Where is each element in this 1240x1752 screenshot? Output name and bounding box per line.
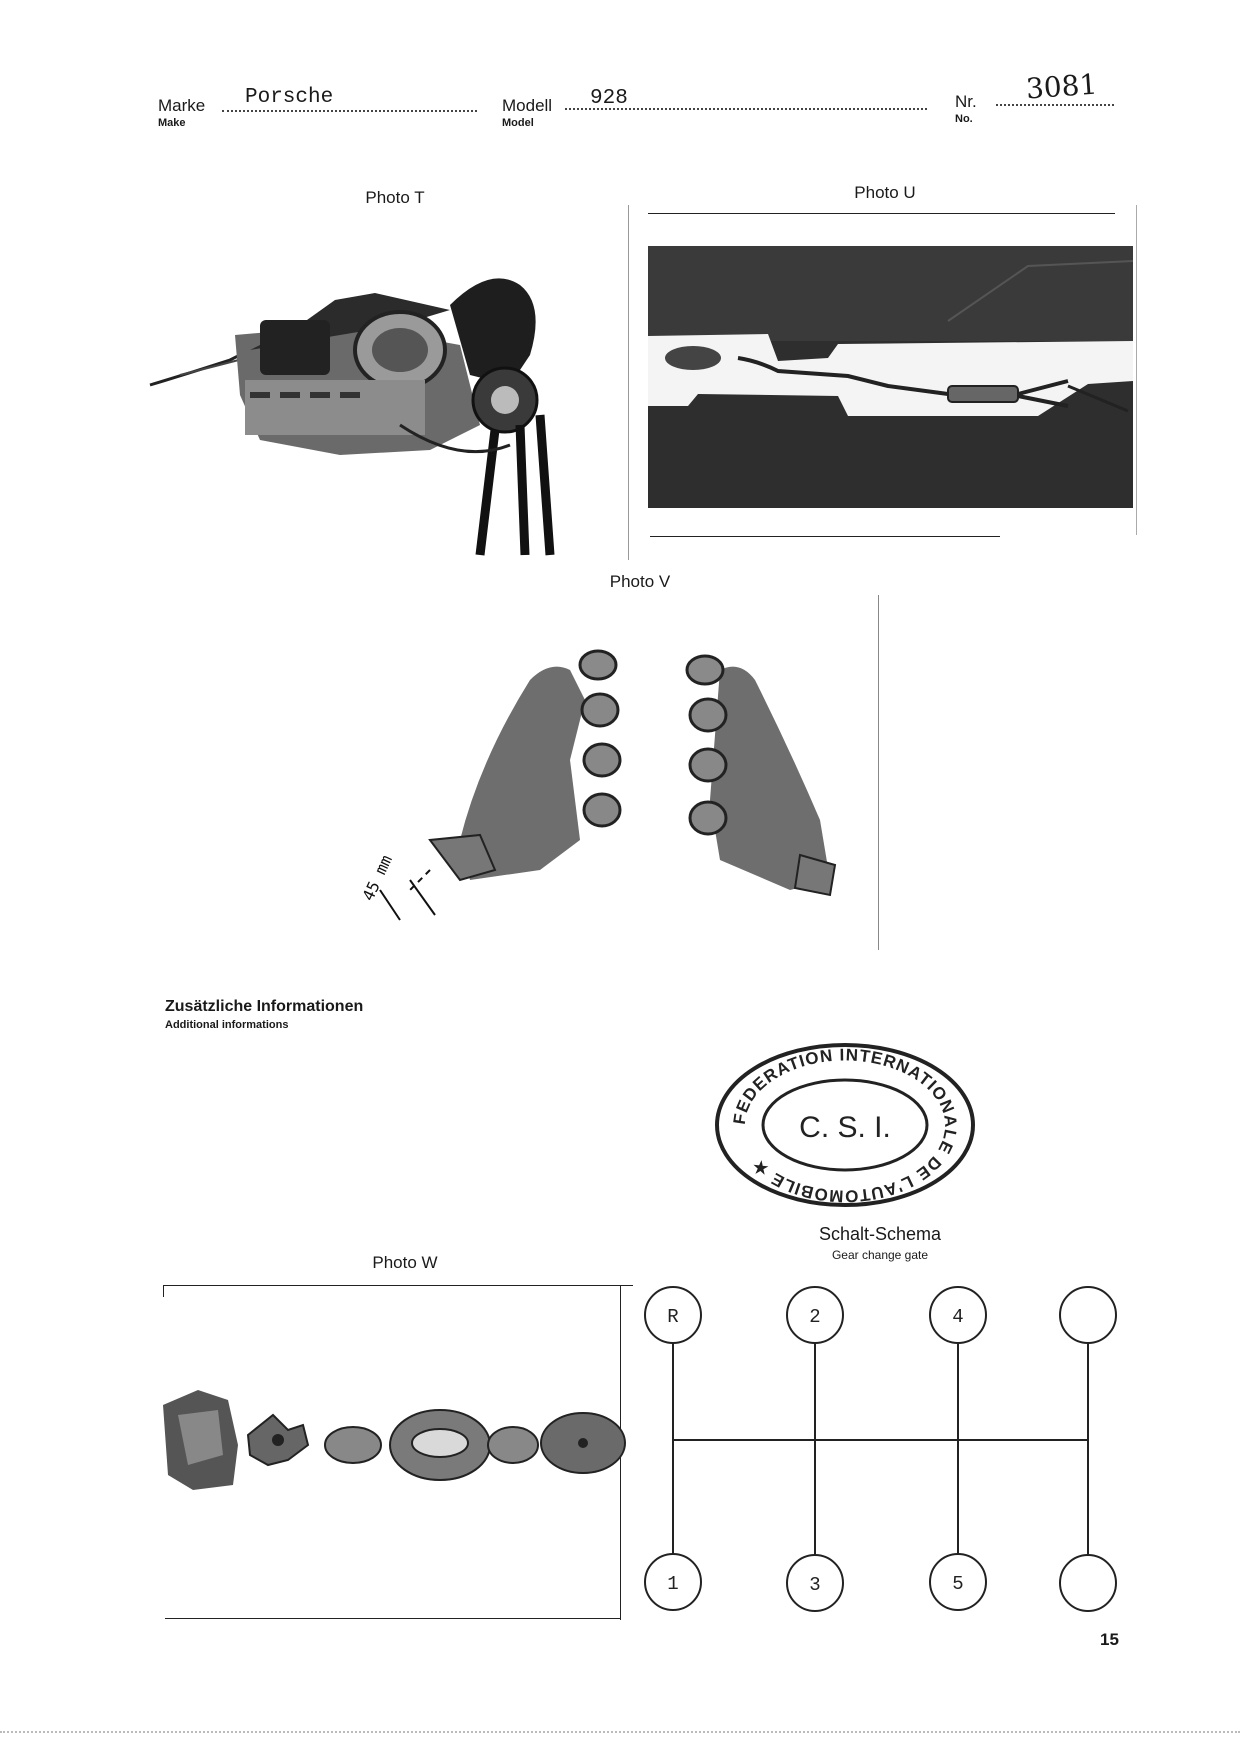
scan-edge — [0, 1730, 1240, 1733]
make-sublabel: Make — [158, 117, 186, 129]
photo-u-bottom-rule — [650, 536, 1000, 537]
svg-text:R: R — [667, 1306, 679, 1328]
svg-text:5: 5 — [952, 1573, 964, 1595]
page-number: 15 — [1100, 1630, 1119, 1649]
svg-text:3: 3 — [809, 1574, 821, 1596]
manifold-dimension-annotation: 45 mm — [358, 852, 396, 904]
photo-u-caption: Photo U — [854, 183, 916, 202]
photo-v-image — [358, 640, 870, 980]
gear-position-4 — [930, 1287, 986, 1343]
photo-v-caption: Photo V — [609, 572, 671, 591]
photo-t-caption: Photo T — [365, 188, 425, 207]
photo-w-caption: Photo W — [372, 1253, 438, 1272]
additional-info-subheading: Additional informations — [165, 1019, 289, 1031]
photo-divider — [628, 205, 629, 560]
svg-text:2: 2 — [809, 1306, 821, 1328]
gear-position-r — [645, 1287, 701, 1343]
nr-underline — [996, 104, 1114, 106]
stamp-ring-text: FEDERATION INTERNATIONALE DE L'AUTOMOBILE ★ — [729, 1045, 961, 1206]
gear-gate-diagram — [640, 1280, 1120, 1640]
photo-w-image — [158, 1385, 628, 1495]
model-label: Modell — [502, 96, 553, 115]
nr-sublabel: No. — [955, 113, 973, 125]
stamp-center-text: C. S. I. — [799, 1111, 891, 1144]
model-value: 928 — [590, 87, 628, 110]
nr-label: Nr. — [955, 92, 977, 111]
photo-w-corner — [163, 1285, 164, 1297]
photo-w-top-rule — [163, 1285, 633, 1286]
gear-gate-subtitle: Gear change gate — [831, 1248, 929, 1262]
gear-position-1 — [645, 1554, 701, 1610]
gear-gate-title: Schalt-Schema — [818, 1224, 942, 1244]
fia-csi-stamp — [710, 1040, 980, 1210]
make-label: Marke — [158, 96, 206, 115]
make-value: Porsche — [245, 86, 334, 109]
photo-v-edge — [878, 595, 879, 950]
gear-position-2 — [787, 1287, 843, 1343]
gear-position-blank-bottom — [1060, 1555, 1116, 1611]
gear-position-3 — [787, 1555, 843, 1611]
photo-u-top-rule — [648, 213, 1115, 214]
photo-u-image — [648, 246, 1133, 508]
photo-t-image — [150, 265, 610, 565]
gear-position-blank-top — [1060, 1287, 1116, 1343]
photo-w-bottom-rule — [165, 1618, 621, 1619]
photo-u-edge — [1136, 205, 1137, 535]
nr-value: 3081 — [1024, 67, 1099, 106]
make-underline — [222, 110, 477, 112]
additional-info-heading: Zusätzliche Informationen — [165, 998, 364, 1015]
gear-position-5 — [930, 1554, 986, 1610]
svg-text:1: 1 — [667, 1573, 679, 1595]
svg-text:4: 4 — [952, 1306, 964, 1328]
model-sublabel: Model — [502, 117, 534, 129]
